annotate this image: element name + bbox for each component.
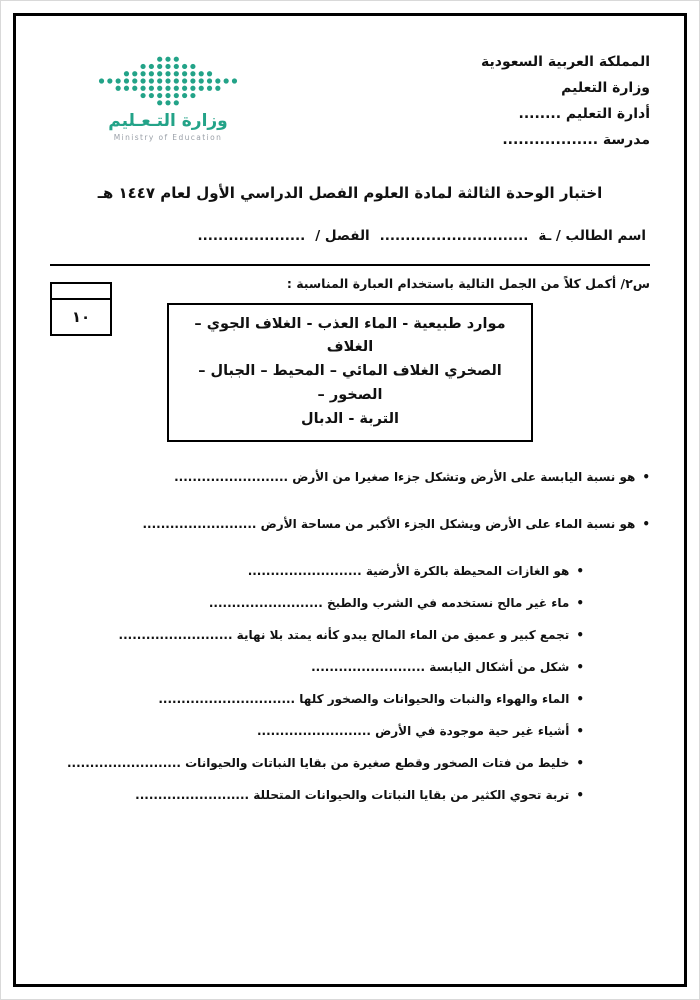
item-text: تربة تحوي الكثير من بقايا النباتات والحيوانات المتحللة ......................... [135, 788, 570, 803]
list-item [50, 564, 584, 578]
bullet-icon: • [576, 692, 584, 707]
fill-in-items-list [50, 470, 650, 802]
grade-value: ١٠ [71, 307, 91, 326]
list-item [50, 724, 584, 738]
logo-wordmark: وزارة التـعـليم [108, 111, 228, 131]
grade-box-top-cell [52, 284, 110, 300]
section-divider [50, 264, 650, 266]
list-item [50, 692, 584, 706]
list-item [50, 628, 584, 642]
student-name-label: اسم الطالب / ـة [538, 227, 646, 244]
logo-subtitle: Ministry of Education [113, 133, 223, 142]
grade-box [50, 282, 112, 336]
bullet-icon: • [642, 517, 650, 532]
list-item [50, 470, 650, 484]
bullet-icon: • [576, 660, 584, 675]
exam-title: اختبار الوحدة الثالثة لمادة العلوم الفصل الدراسي الأول لعام ١٤٤٧ هـ [97, 183, 603, 202]
item-text: ماء غير مالح نستخدمه في الشرب والطبخ ......................... [208, 596, 570, 611]
exam-page [16, 16, 684, 984]
item-text: خليط من فتات الصخور وقطع صغيرة من بقايا النباتات والحيوانات ......................... [66, 756, 570, 771]
list-item [50, 517, 650, 531]
bullet-icon: • [576, 564, 584, 579]
item-text: هو نسبة الماء على الأرض ويشكل الجزء الأكبر من مساحة الأرض ......................... [142, 517, 636, 532]
item-text: أشياء غير حية موجودة في الأرض ......................... [256, 724, 570, 739]
page-header [50, 50, 650, 154]
class-blank: ..................... [197, 227, 306, 244]
question-2-section [50, 276, 650, 803]
student-info-row [50, 228, 650, 244]
list-item [50, 788, 584, 802]
header-line-administration: أدارة التعليم ........ [518, 105, 650, 122]
word-bank-line: التربة - الدبال [301, 411, 399, 428]
item-text: هو الغازات المحيطة بالكرة الأرضية ......................... [247, 564, 570, 579]
word-bank-line: موارد طبيعية - الماء العذب - الغلاف الجوي – الغلاف [194, 315, 506, 356]
list-item [50, 756, 584, 770]
item-text: تجمع كبير و عميق من الماء المالح يبدو كأنه يمتد بلا نهاية ......................... [118, 628, 570, 643]
word-bank-line: الصخري الغلاف المائي – المحيط – الجبال – الصخور – [198, 363, 502, 404]
bullet-icon: • [576, 628, 584, 643]
item-text: هو نسبة اليابسة على الأرض وتشكل جزءا صغيرا من الأرض ......................... [174, 470, 636, 485]
bullet-icon: • [576, 788, 584, 803]
header-line-country: المملكة العربية السعودية [481, 54, 650, 70]
item-text: شكل من أشكال اليابسة ......................... [311, 660, 570, 675]
item-text: الماء والهواء والنبات والحيوانات والصخور كلها .............................. [158, 692, 570, 707]
bullet-icon: • [576, 756, 584, 771]
class-label: الفصل / [315, 227, 370, 244]
list-item [50, 596, 584, 610]
student-name-blank: ............................. [379, 227, 529, 244]
question-prompt: س٢/ أكمل كلاً من الجمل التالية باستخدام العبارة المناسبة : [286, 275, 650, 291]
bullet-icon: • [576, 724, 584, 739]
ministry-logo-dots-icon [93, 54, 243, 108]
header-line-ministry: وزارة التعليم [561, 79, 650, 96]
bullet-icon: • [576, 596, 584, 611]
list-item [50, 660, 584, 674]
official-header-block [481, 50, 650, 154]
ministry-of-education-logo [68, 54, 268, 142]
word-bank-box [167, 303, 533, 443]
header-line-school: مدرسة .................. [502, 131, 650, 148]
bullet-icon: • [642, 470, 650, 485]
